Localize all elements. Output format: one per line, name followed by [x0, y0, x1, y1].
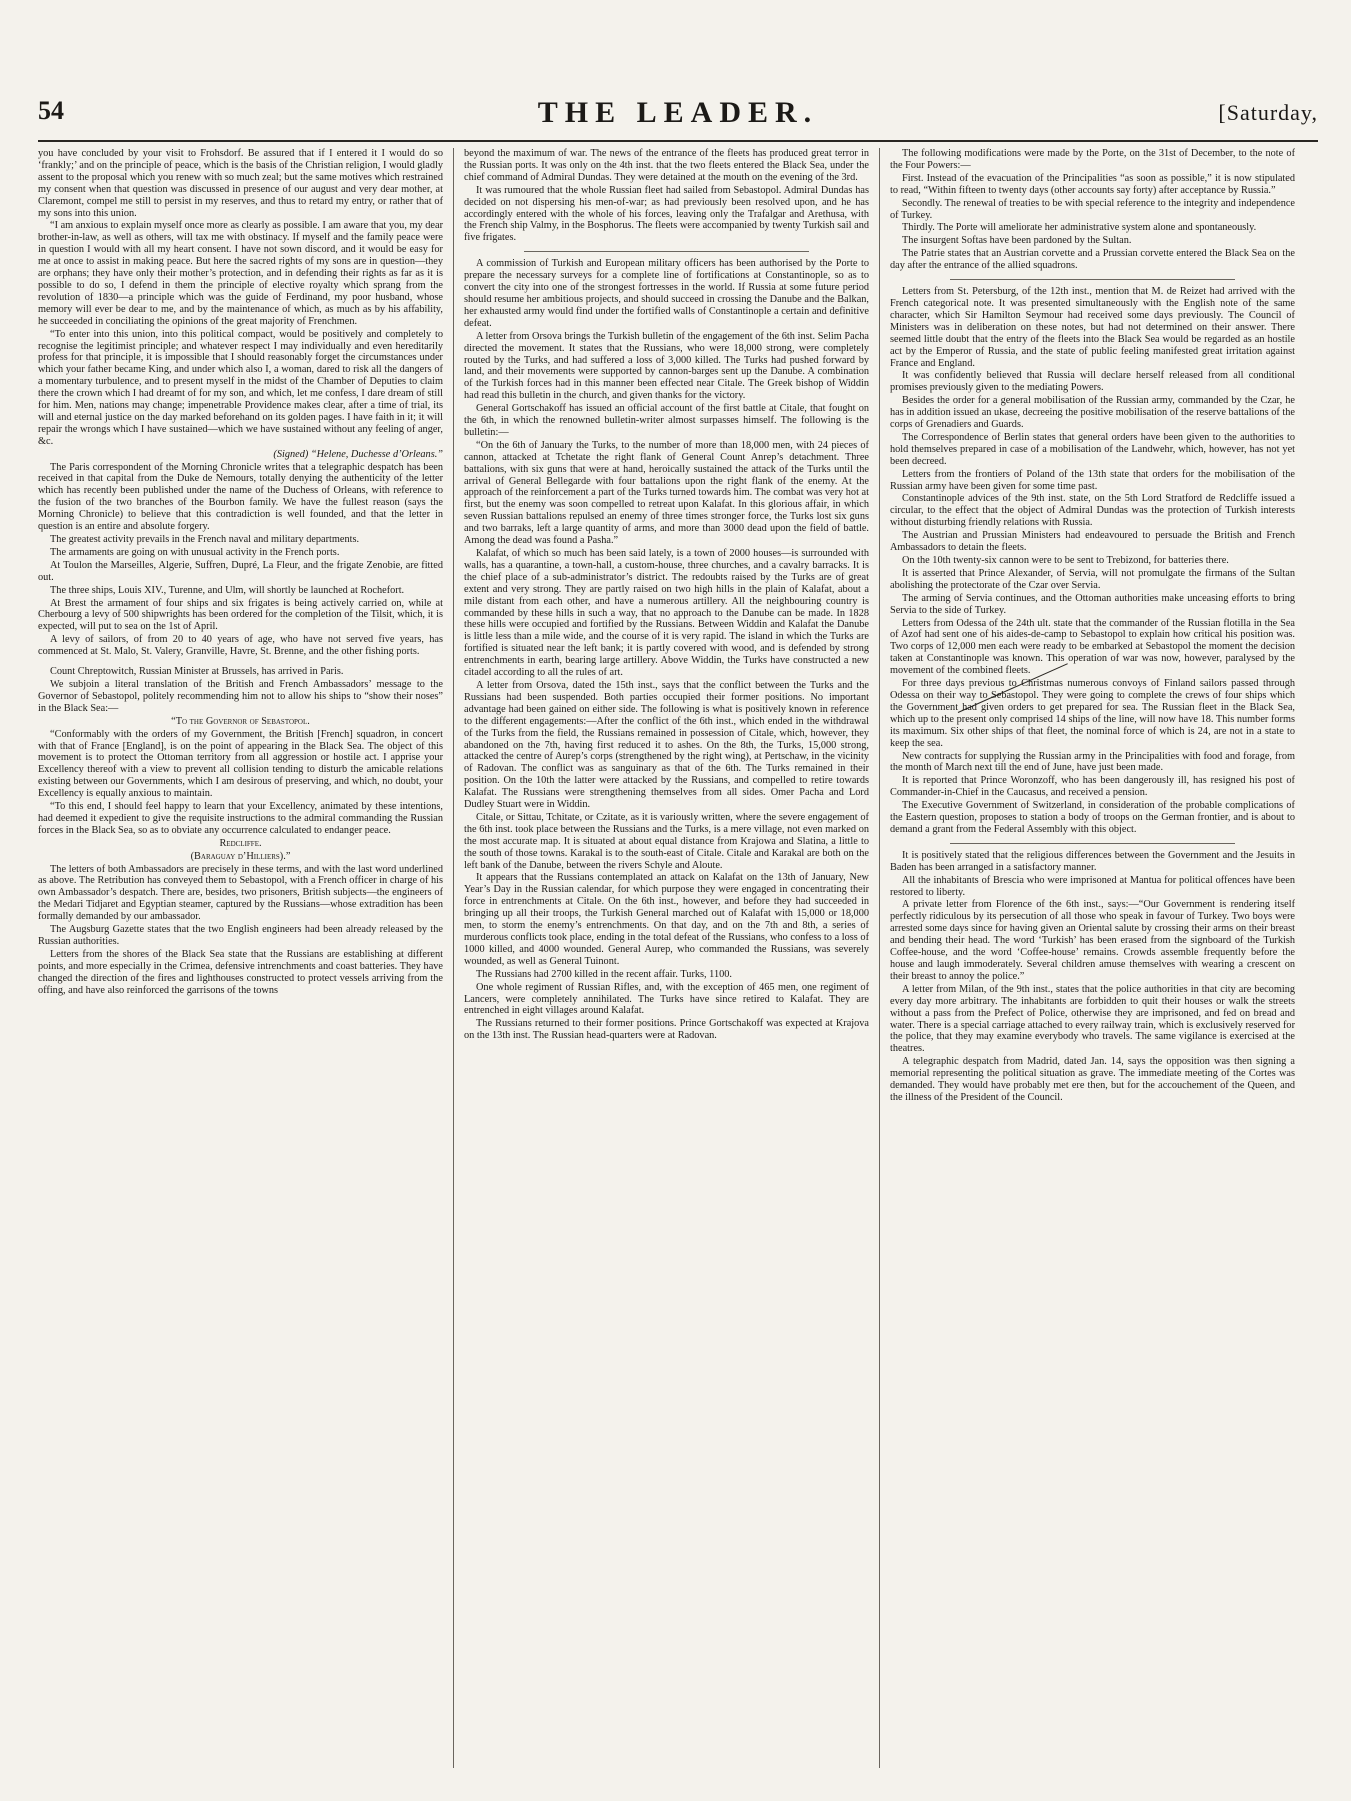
paragraph: On the 10th twenty-six cannon were to be sent to Trebizond, for batteries there.	[902, 555, 1229, 566]
paragraph: Letters from St. Petersburg, of the 12th inst., mention that M. de Reizet had arrived with the French categorical note. It was presented simultaneously with the English note of the same character, which Sir Hamilton Seymour had received some days previously. The Council of Ministers was in deliberation on these notes, but had not determined on their answer. There seemed little doubt that the entry of the fleets into the Black Sea would be regarded as an hostile act by the Emperor of Russia, and the state of public feeling manifested great irritation against France and England.	[890, 286, 1295, 369]
paragraph: A telegraphic despatch from Madrid, dated Jan. 14, says the opposition was then signing a memorial representing the political situation as grave. The immediate meeting of the Cortes was demanded. They would have probably met ere then, but for the accouchement of the Queen, and the illness of the President of the Council.	[890, 1056, 1295, 1103]
paragraph: Besides the order for a general mobilisation of the Russian army, commanded by the Czar, he has in addition issued an ukase, decreeing the positive mobilisation of the reserve battalions of the corps of Grenadiers and Guards.	[890, 395, 1295, 431]
paragraph: New contracts for supplying the Russian army in the Principalities with food and forage, from the month of March next till the end of June, have just been made.	[890, 750, 1295, 774]
paragraph: A letter from Orsova brings the Turkish bulletin of the engagement of the 6th inst. Selim Pacha directed the movement. It states that the Russians, who were 18,000 strong, were completely routed by the Turks, and had suffered a loss of 3,000 killed. The Turks had pushed forward by land, and their movements were supported by cannon-barges sent up the Danube. A combination of the Turkish forces had in this manner been effected near Citale. The Greek bishop of Widdin had read this bulletin in the church, and given thanks for the victory.	[464, 330, 869, 402]
paragraph: Count Chreptowitch, Russian Minister at Brussels, has arrived in Paris.	[50, 666, 344, 678]
paragraph: The Correspondence of Berlin states that general orders have been given to the authorities to hold themselves prepared in case of a mobilisation of the Landwehr, which, however, has not yet been decreed.	[890, 431, 1295, 467]
paragraph: A letter from Milan, of the 9th inst., states that the police authorities in that city are becoming every day more arbitrary. The inhabitants are forbidden to quit their houses or walk the streets without a pass from the Prefect of Police, otherwise they are imprisoned, and fed on bread and water. There is a special carriage attached to every railway train, which is exclusively reserved for the police, that they may examine everybody who travels. The same vigilance is exercised at the theatres.	[890, 983, 1295, 1055]
paragraph: For three days previous to Christmas numerous convoys of Finland sailors passed through Odessa on their way to Sebastopol. They were going to complete the crews of four ships which the Government had given orders to get prepared for sea. The Russian fleet in the Black Sea, which up to the present only comprised 14 ships of the line, will now have 18. This number forms its maximum. Six other ships of that fleet, the nominal force of which is 24, are not in a state to keep the sea.	[890, 678, 1295, 749]
paragraph: Kalafat, of which so much has been said lately, is a town of 2000 houses—is surrounded with walls, has a quarantine, a town-hall, a custom-house, three churches, and a cavalry barracks. It is the chief place of a sub-administrator’s district. The redoubts raised by the Turks are of great extent and very strong. They are partly raised on two high hills in the plain of Kalafat, about a mile distant from each other, and have a numerous artillery. All the neighbouring country is commanded by these hills in such a way, that no approach to the Danube can be made. In 1828 these hills were occupied and fortified by the Russians. Between Widdin and Kalafat the Danube is little less than a mile wide, and the course of it is very rapid. The island in which the Turks are fortified is situated near the left bank; it is partly covered with wood, and is defended by strong entrenchments in earth, bearing large artillery. Above Widdin, the Turks have constructed a new citadel according to all the rules of art.	[464, 548, 869, 679]
paragraph: Secondly. The renewal of treaties to be with special reference to the integrity and independence of Turkey.	[890, 197, 1295, 221]
paragraph: It is positively stated that the religious differences between the Government and the Jesuits in Baden has been arranged in a satisfactory manner.	[890, 849, 1295, 873]
section-divider	[950, 843, 1235, 844]
paragraph: The letters of both Ambassadors are precisely in these terms, and with the last word underlined as above. The Retribution has conveyed them to Sebastopol, with a French officer in charge of his own Ambassador’s despatch. There are, besides, two prisoners, British subjects—the engineers of the Medari Tidjaret and Egyptian steamer, captured by the Russians—whose extradition has been formally demanded by our ambassador.	[38, 863, 443, 923]
paragraph: All the inhabitants of Brescia who were imprisoned at Mantua for political offences have been restored to liberty.	[890, 874, 1295, 898]
paragraph: Letters from the frontiers of Poland of the 13th state that orders for the mobilisation of the Russian army have been given for some time past.	[890, 468, 1295, 492]
paragraph: At Brest the armament of four ships and six frigates is being actively carried on, while at Cherbourg a levy of 500 shipwrights has been ordered for the completion of the Tilsit, which, it is expected, will put to sea on the 1st of April.	[38, 597, 443, 633]
paragraph: Letters from the shores of the Black Sea state that the Russians are establishing at different points, and more especially in the Crimea, defensive intrenchments and coast batteries. They have changed the direction of the fires and lighthouses constructed to protect vessels arriving from the offing, and have also reinforced the garrisons of the towns	[38, 948, 443, 996]
issue-day: [Saturday,	[1218, 100, 1318, 125]
paragraph: A letter from Orsova, dated the 15th inst., says that the conflict between the Turks and the Russians had been suspended. Both parties occupied their former positions. No important advantage had been gained on either side. The following is what is positively known in reference to the different engagements:—After the conflict of the 6th inst., which ended in the withdrawal of the Turks from the field, the Russians remained in possession of Citale, which, however, they abandoned on the 7th, having first reduced it to ashes. On the 8th, the Turks, 15,000 strong, attacked the centre of Aurep’s corps (strengthened by the right wing), at Pertschaw, in the vicinity of Radovan. The conflict was as sanguinary as that of the 6th. The Turks remained in their position. On the 10th the latter were attacked by the Russians, and compelled to retire towards Kalafat. The Russians were strengthening themselves from all sides. Omer Pacha and Lord Dudley Stuart were in Widdin.	[464, 679, 869, 811]
paragraph: It is asserted that Prince Alexander, of Servia, will not promulgate the firmans of the Sultan abolishing the protectorate of the Czar over Servia.	[890, 567, 1295, 591]
paragraph: The Russians returned to their former positions. Prince Gortschakoff was expected at Krajova on the 13th inst. The Russian head-quarters were at Radovan.	[464, 1018, 869, 1042]
paragraph: The following modifications were made by the Porte, on the 31st of December, to the note of the Four Powers:—	[890, 148, 1295, 171]
paragraph: The greatest activity prevails in the French naval and military departments.	[50, 534, 360, 545]
section-divider	[524, 251, 809, 252]
column-divider	[879, 148, 880, 1768]
paragraph: “I am anxious to explain myself once more as clearly as possible. I am aware that you, my dear brother-in-law, as well as others, will tax me with obstinacy. If myself and the family peace were in question I would with all my heart consent. I have not sown discord, and it would be easy for me at once to assist in making peace. But here the sacred rights of my sons are in question—they are orphans; they have only their mother’s protection, and in defending their rights as far as it is possible to do so, I defend in them the principle of elective royalty which sprang from the revolution of 1830—a principle which was the guide of Ferdinand, my poor husband, whose memory will ever be dear to me, and by the maintenance of which, as much as by his affability, he succeeded in conciliating the opinions of the great majority of Frenchmen.	[38, 220, 443, 327]
paragraph: you have concluded by your visit to Frohsdorf. Be assured that if I entered it I would do so ‘frankly;’ and on the principle of peace, which is the basis of the Christian religion, I would gladly assent to the proposal which you renew with so much zeal; but the same motives which restrained my consent when that question was discussed in presence of our august and very dear mother, at Claremont, compel me still to persist in my reserves, and thus to retard my entry, or rather that of my sons into this union.	[38, 148, 443, 219]
paragraph: The Executive Government of Switzerland, in consideration of the probable complications of the Eastern question, proposes to station a body of troops on the German frontier, and is about to demand a grant from the Federal Assembly with this object.	[890, 800, 1295, 835]
paragraph: “On the 6th of January the Turks, to the number of more than 18,000 men, with 24 pieces of cannon, attacked at Tchetate the right flank of General Count Anrep’s detachment. Three battalions, with six guns that were at hand, heroically sustained the attack of the Turks until the arrival of General Bellegarde with four battalions upon the right flank of the enemy. At the approach of the reinforcement a part of the Turks turned towards him. The combat was very hot at first, but the enemy was soon compelled to retreat upon Kalafat. In this glorious affair, in which seven Russian battalions repulsed an enemy of three times stronger force, the Turks lost six guns and two barraks, left a large quantity of arms, and more than 3000 dead upon the field of battle. Among the dead was found a Pasha.”	[464, 439, 869, 547]
masthead-title: THE LEADER.	[537, 96, 819, 129]
page-header	[38, 96, 1318, 136]
paragraph: Letters from Odessa of the 24th ult. state that the commander of the Russian flotilla in the Sea of Azof had sent one of his aides-de-camp to Sebastopol to explain how critical his position was. Two corps of 12,000 men each were ready to be embarked at Sebastopol the moment the decision taken at Constantinople was known. This operation of war was now, however, paralysed by the movement of the combined fleets.	[890, 617, 1295, 677]
header-rule	[38, 140, 1318, 142]
paragraph: It was confidently believed that Russia will declare herself released from all conditional promises previously given to the mediating Powers.	[890, 370, 1295, 394]
paragraph: “Conformably with the orders of my Government, the British [French] squadron, in concert with that of France [England], is on the point of appearing in the Black Sea. The object of this movement is to protect the Ottoman territory from all aggression or hostile act. I apprise your Excellency thereof with a view to prevent all collision tending to disturb the amicable relations existing between our Governments, which I am desirous of preserving, and which, no doubt, your Excellency is equally anxious to maintain.	[38, 728, 443, 800]
column-3	[890, 148, 1295, 1768]
paragraph: The arming of Servia continues, and the Ottoman authorities make unceasing efforts to bring Servia to the side of Turkey.	[890, 592, 1295, 616]
paragraph: The Paris correspondent of the Morning Chronicle writes that a telegraphic despatch has been received in that capital from the Duke de Nemours, totally denying the authenticity of the letter which has recently been published under the name of the Duchess of Orleans, with reference to the fusion of the two branches of the Bourbon family. We have the fullest reason (says the Morning Chronicle) to believe that this contradiction is well founded, and that the letter in question is an entire and absolute forgery.	[38, 461, 443, 533]
paragraph: We subjoin a literal translation of the British and French Ambassadors’ message to the Governor of Sebastopol, politely recommending him not to allow his ships to “show their noses” in the Black Sea:—	[38, 678, 443, 714]
column-1	[38, 148, 443, 1768]
paragraph: The three ships, Louis XIV., Turenne, and Ulm, will shortly be launched at Rochefort.	[50, 584, 405, 596]
paragraph: The Russians had 2700 killed in the recent affair. Turks, 1100.	[476, 968, 732, 980]
paragraph: The insurgent Softas have been pardoned by the Sultan.	[902, 235, 1132, 247]
paragraph: The armaments are going on with unusual activity in the French ports.	[50, 546, 340, 558]
paragraph: One whole regiment of Russian Rifles, and, with the exception of 465 men, one regiment of Lancers, were completely annihilated. The Turks have since retired to Kalafat. They are entrenched in eight villages around Kalafat.	[464, 981, 869, 1017]
paragraph: A levy of sailors, of from 20 to 40 years of age, who have not served five years, has commenced at St. Malo, St. Valery, Granville, Havre, St. Brenne, and the other fishing ports.	[38, 634, 443, 658]
paragraph: General Gortschakoff has issued an official account of the first battle at Citale, that fought on the 6th, in which the renowned bulletin-writer almost surpasses himself. The following is the bulletin:—	[464, 403, 869, 438]
page-number: 54	[38, 96, 64, 125]
paragraph: The Austrian and Prussian Ministers had endeavoured to persuade the British and French Ambassadors to detain the fleets.	[890, 530, 1295, 554]
paragraph: beyond the maximum of war. The news of the entrance of the fleets has produced great terror in the Russian ports. It was only on the 4th inst. that the two fleets entered the Black Sea, under the chief command of Admiral Dundas. They were detained at the mouth on the evening of the 3rd.	[464, 148, 869, 183]
paragraph: “To enter into this union, into this political compact, would be positively and completely to recognise the legitimist principle; and whatever respect I may individually and even hereditarily profess for that principle, it is impossible that I should reasonably forget the circumstances under which your father became King, and under which also I, a woman, dared to risk all the dangers of a momentary turbulence, and to present myself in the midst of the Chamber of Deputies to claim there the crown which I had dreamt of for my son, and which, let me confess, I dare dream of still for him. Men, nations may change; impenetrable Providence makes clear, after a time of trial, its will and eternal justice on the day marked beforehand on its golden pages. I have faith in it; it will repair the wrongs which I have sustained—which we have sustained without any feeling of anger, &c.	[38, 328, 443, 447]
paragraph: A private letter from Florence of the 6th inst., says:—“Our Government is rendering itself perfectly ridiculous by its persecution of all those who speak in favour of Turkey. Two boys were arrested some days since for having given an Oriental salute by crossing their arms on their breast and bending their head. The word ‘Turkish’ has been erased from the signboard of the Turkish Coffee-house, and the word ‘Coffee-house’ remains. Crowds assemble frequently before the house and laugh immoderately. Several children amuse themselves with wearing a crescent on their breast to annoy the police.”	[890, 899, 1295, 982]
paragraph: At Toulon the Marseilles, Algerie, Suffren, Dupré, La Fleur, and the frigate Zenobie, are fitted out.	[38, 559, 443, 583]
paragraph: Citale, or Sittau, Tchitate, or Czitate, as it is variously written, where the severe engagement of the 6th inst. took place between the Russians and the Turks, is a mere village, not even marked on the most accurate map. It is situated at about equal distance from Krajowa and Slatina, a little to the south of those towns. Karakal is to the south-east of Citale. Citale and Karakal are both on the left bank of the Danube, between the rivers Schyle and Aloute.	[464, 811, 869, 871]
paragraph: A commission of Turkish and European military officers has been authorised by the Porte to prepare the necessary surveys for a complete line of fortifications at Constantinople, so as to convert the city into one of the strongest fortresses in the world. If Russia at some future period should resume her ambitious projects, and should succeed in crossing the Danube and the Balkan, her exhausted army would find under the fortified walls of Constantinople a certain and definitive defeat.	[464, 258, 869, 329]
paragraph: Constantinople advices of the 9th inst. state, on the 5th Lord Stratford de Redcliffe issued a circular, to the effect that the object of Admiral Dundas was the protection of Turkish interests without disturbing friendly relations with Russia.	[890, 493, 1295, 529]
column-2	[464, 148, 869, 1768]
signature: (Baraguay d’Hilliers).”	[190, 850, 291, 862]
letter-heading: “To the Governor of Sebastopol.	[171, 715, 310, 727]
paragraph: “To this end, I should feel happy to learn that your Excellency, animated by these intentions, had deemed it expedient to give the requisite instructions to the admiral commanding the Russian forces in the Black Sea, so as to obviate any occurrence calculated to endanger peace.	[38, 801, 443, 836]
signature: (Signed) “Helene, Duchesse d’Orleans.”	[273, 448, 443, 460]
paragraph: It appears that the Russians contemplated an attack on Kalafat on the 13th of January, New Year’s Day in the Russian calendar, for which purpose they were engaged in concentrating their force in entrenchments at Citale. On the 6th inst., however, and before they had succeeded in bringing up all their troops, the Turkish General marched out of Kalafat with 15,000 or 18,000 men, to storm the enemy’s entrenchments. On that day, and on the 7th and 8th, a series of murderous conflicts took place, ending in the total defeat of the Russians, who confess to a loss of 1000 killed, and 4000 wounded. General Aurep, who commanded the Russians, was severely wounded, as well as General Tuinont.	[464, 872, 869, 967]
paragraph: It is reported that Prince Woronzoff, who has been dangerously ill, has resigned his post of Commander-in-Chief in the Caucasus, and received a pension.	[890, 775, 1295, 799]
column-divider	[453, 148, 454, 1768]
paragraph: The Augsburg Gazette states that the two English engineers had been already released by the Russian authorities.	[38, 924, 443, 947]
paragraph: The Patrie states that an Austrian corvette and a Prussian corvette entered the Black Sea on the day after the entrance of the allied squadrons.	[890, 248, 1295, 272]
section-divider	[950, 279, 1235, 280]
paragraph: First. Instead of the evacuation of the Principalities “as soon as possible,” it is now stipulated to read, “Within fifteen to twenty days (other accounts say forty) after acceptance by Russia.”	[890, 172, 1295, 196]
signature: Redcliffe.	[219, 837, 262, 849]
paragraph: Thirdly. The Porte will ameliorate her administrative system alone and spontaneously.	[902, 222, 1257, 234]
paragraph: It was rumoured that the whole Russian fleet had sailed from Sebastopol. Admiral Dundas has decided on not dispersing his men-of-war; as had previously been resolved upon, and he has accordingly entered with the whole of his forces, leaving only the Trafalgar and Arethusa, with the French ship Valmy, in the Bosphorus. The fleets were accompanied by twenty Turkish sail and five frigates.	[464, 184, 869, 244]
